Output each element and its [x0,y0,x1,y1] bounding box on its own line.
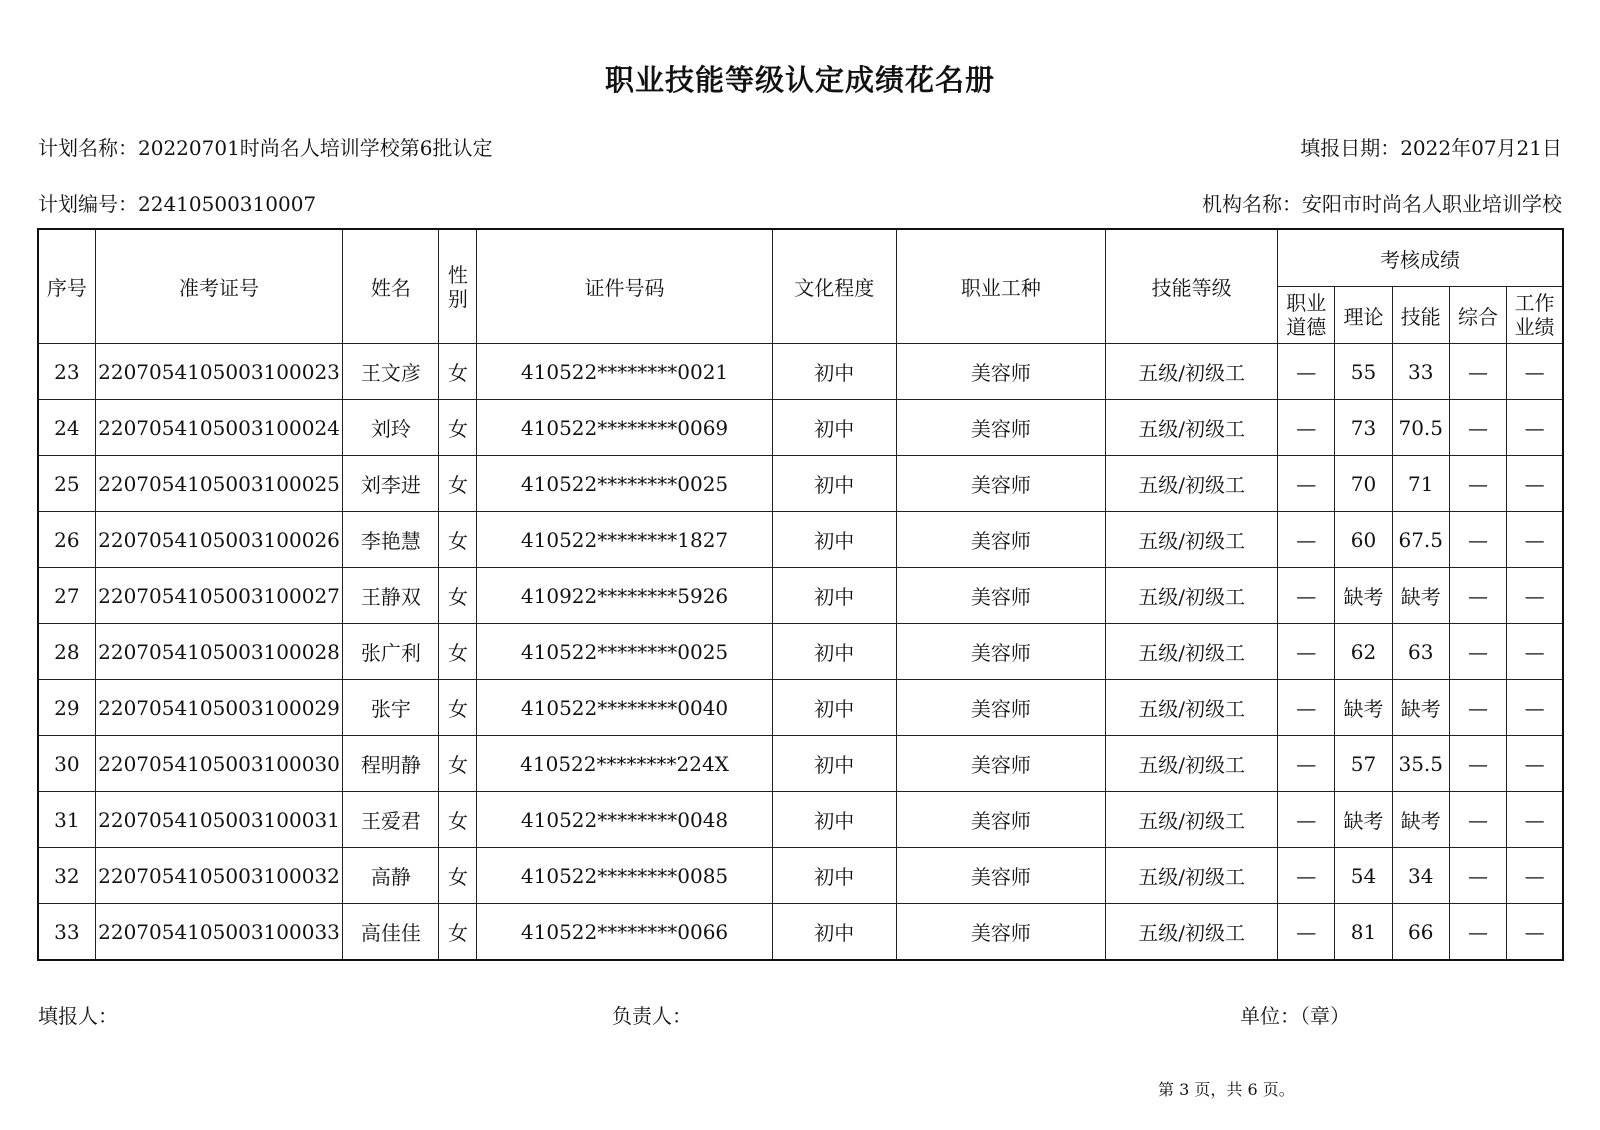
cell-theory: 缺考 [1335,792,1392,848]
cell-ethics: — [1278,400,1335,456]
cell-education: 初中 [772,400,896,456]
cell-gender: 女 [439,736,477,792]
cell-work: — [1507,512,1563,568]
cell-id-number: 410522********1827 [477,512,773,568]
cell-seq: 30 [38,736,95,792]
cell-skill: 缺考 [1392,680,1449,736]
cell-gender: 女 [439,400,477,456]
cell-id-number: 410522********0085 [477,848,773,904]
cell-overall: — [1449,736,1506,792]
header-education: 文化程度 [772,229,896,344]
cell-id-number: 410522********0025 [477,624,773,680]
table-row [38,848,1563,904]
cell-theory: 62 [1335,624,1392,680]
cell-work: — [1507,344,1563,400]
cell-gender: 女 [439,512,477,568]
cell-ethics: — [1278,456,1335,512]
cell-work: — [1507,624,1563,680]
cell-education: 初中 [772,736,896,792]
header-work-performance [1507,287,1563,344]
plan-name-value: 20220701时尚名人培训学校第6批认定 [138,136,493,160]
cell-exam-number: 2207054105003100028 [95,624,343,680]
cell-education: 初中 [772,624,896,680]
cell-skill: 70.5 [1392,400,1449,456]
header-ethics-line1: 职业 [1286,291,1327,315]
cell-overall: — [1449,344,1506,400]
cell-exam-number: 2207054105003100025 [95,456,343,512]
organization-name-value: 安阳市时尚名人职业培训学校 [1302,192,1562,216]
cell-skill-level: 五级/初级工 [1106,400,1278,456]
cell-theory: 55 [1335,344,1392,400]
cell-ethics: — [1278,792,1335,848]
cell-name: 刘玲 [343,400,439,456]
header-skill-level: 技能等级 [1106,229,1278,344]
cell-exam-number: 2207054105003100026 [95,512,343,568]
cell-skill-level: 五级/初级工 [1106,456,1278,512]
header-occupation: 职业工种 [896,229,1106,344]
cell-occupation: 美容师 [896,568,1106,624]
cell-id-number: 410522********0048 [477,792,773,848]
cell-occupation: 美容师 [896,344,1106,400]
cell-id-number: 410522********0021 [477,344,773,400]
cell-occupation: 美容师 [896,736,1106,792]
fill-date-label: 填报日期： [1300,136,1401,160]
cell-work: — [1507,456,1563,512]
table-row [38,680,1563,736]
cell-skill: 67.5 [1392,512,1449,568]
cell-work: — [1507,400,1563,456]
header-row [38,229,1563,287]
cell-name: 张广利 [343,624,439,680]
cell-id-number: 410522********0025 [477,456,773,512]
cell-seq: 26 [38,512,95,568]
cell-skill-level: 五级/初级工 [1106,792,1278,848]
roster-body [38,344,1563,961]
cell-occupation: 美容师 [896,680,1106,736]
cell-gender: 女 [439,904,477,961]
cell-skill: 缺考 [1392,568,1449,624]
cell-name: 李艳慧 [343,512,439,568]
header-assessment-scores: 考核成绩 [1278,229,1563,287]
cell-overall: — [1449,568,1506,624]
header-work-line2: 业绩 [1514,315,1555,339]
cell-skill: 71 [1392,456,1449,512]
cell-seq: 32 [38,848,95,904]
cell-overall: — [1449,904,1506,961]
cell-gender: 女 [439,680,477,736]
cell-overall: — [1449,792,1506,848]
cell-skill-level: 五级/初级工 [1106,680,1278,736]
cell-skill: 34 [1392,848,1449,904]
cell-occupation: 美容师 [896,456,1106,512]
cell-exam-number: 2207054105003100032 [95,848,343,904]
cell-overall: — [1449,456,1506,512]
table-row [38,568,1563,624]
cell-skill-level: 五级/初级工 [1106,904,1278,961]
table-row [38,512,1563,568]
cell-education: 初中 [772,456,896,512]
cell-name: 王文彦 [343,344,439,400]
cell-ethics: — [1278,344,1335,400]
table-row [38,400,1563,456]
cell-theory: 缺考 [1335,680,1392,736]
cell-exam-number: 2207054105003100027 [95,568,343,624]
cell-occupation: 美容师 [896,848,1106,904]
cell-education: 初中 [772,680,896,736]
cell-exam-number: 2207054105003100024 [95,400,343,456]
header-exam-number: 准考证号 [95,229,343,344]
cell-seq: 33 [38,904,95,961]
cell-gender: 女 [439,624,477,680]
cell-seq: 31 [38,792,95,848]
cell-education: 初中 [772,792,896,848]
cell-skill: 66 [1392,904,1449,961]
header-overall: 综合 [1449,287,1506,344]
cell-ethics: — [1278,680,1335,736]
cell-seq: 23 [38,344,95,400]
cell-education: 初中 [772,568,896,624]
cell-id-number: 410922********5926 [477,568,773,624]
cell-ethics: — [1278,904,1335,961]
cell-occupation: 美容师 [896,400,1106,456]
cell-name: 高静 [343,848,439,904]
header-ethics-line2: 道德 [1286,315,1327,339]
cell-overall: — [1449,680,1506,736]
cell-ethics: — [1278,736,1335,792]
cell-work: — [1507,568,1563,624]
cell-skill-level: 五级/初级工 [1106,568,1278,624]
cell-id-number: 410522********0066 [477,904,773,961]
table-row [38,904,1563,961]
header-gender-line1: 性 [447,262,468,287]
table-row [38,792,1563,848]
cell-gender: 女 [439,848,477,904]
cell-skill: 63 [1392,624,1449,680]
cell-work: — [1507,792,1563,848]
fill-date [1300,132,1562,161]
cell-skill-level: 五级/初级工 [1106,624,1278,680]
header-gender [439,229,477,344]
cell-theory: 60 [1335,512,1392,568]
cell-exam-number: 2207054105003100023 [95,344,343,400]
cell-education: 初中 [772,512,896,568]
cell-education: 初中 [772,344,896,400]
cell-name: 王静双 [343,568,439,624]
table-row [38,624,1563,680]
header-id-number: 证件号码 [477,229,773,344]
header-gender-line2: 别 [447,286,468,311]
cell-skill-level: 五级/初级工 [1106,512,1278,568]
cell-overall: — [1449,624,1506,680]
cell-exam-number: 2207054105003100029 [95,680,343,736]
footer-filler: 填报人： [38,1004,118,1028]
plan-name [38,132,493,161]
cell-work: — [1507,736,1563,792]
cell-theory: 81 [1335,904,1392,961]
cell-exam-number: 2207054105003100030 [95,736,343,792]
cell-gender: 女 [439,344,477,400]
cell-occupation: 美容师 [896,792,1106,848]
page-title: 职业技能等级认定成绩花名册 [604,63,995,97]
cell-gender: 女 [439,456,477,512]
cell-overall: — [1449,400,1506,456]
header-work-line1: 工作 [1514,291,1555,315]
cell-name: 张宇 [343,680,439,736]
cell-theory: 70 [1335,456,1392,512]
footer-unit-seal: 单位：（章） [1240,1004,1350,1028]
header-seq: 序号 [38,229,95,344]
cell-overall: — [1449,848,1506,904]
plan-number-label: 计划编号： [38,192,138,216]
organization-name-label: 机构名称： [1202,192,1302,216]
header-theory: 理论 [1335,287,1392,344]
cell-name: 王爱君 [343,792,439,848]
footer-responsible: 负责人： [612,1004,692,1028]
organization-name [1202,188,1562,217]
cell-name: 高佳佳 [343,904,439,961]
cell-id-number: 410522********224X [477,736,773,792]
cell-occupation: 美容师 [896,624,1106,680]
cell-overall: — [1449,512,1506,568]
cell-theory: 缺考 [1335,568,1392,624]
cell-work: — [1507,904,1563,961]
cell-seq: 24 [38,400,95,456]
page-indicator: 第 3 页，共 6 页。 [1158,1080,1295,1099]
cell-seq: 25 [38,456,95,512]
fill-date-value: 2022年07月21日 [1400,136,1562,160]
cell-skill-level: 五级/初级工 [1106,344,1278,400]
cell-ethics: — [1278,624,1335,680]
cell-ethics: — [1278,512,1335,568]
cell-education: 初中 [772,848,896,904]
cell-name: 刘李进 [343,456,439,512]
cell-ethics: — [1278,568,1335,624]
plan-number-value: 22410500310007 [138,192,317,216]
table-row [38,456,1563,512]
cell-seq: 29 [38,680,95,736]
cell-gender: 女 [439,568,477,624]
cell-theory: 73 [1335,400,1392,456]
cell-id-number: 410522********0040 [477,680,773,736]
cell-id-number: 410522********0069 [477,400,773,456]
score-roster-table [37,228,1564,961]
cell-name: 程明静 [343,736,439,792]
cell-work: — [1507,680,1563,736]
cell-exam-number: 2207054105003100031 [95,792,343,848]
cell-skill: 33 [1392,344,1449,400]
cell-gender: 女 [439,792,477,848]
cell-exam-number: 2207054105003100033 [95,904,343,961]
cell-education: 初中 [772,904,896,961]
header-ethics [1278,287,1335,344]
cell-theory: 57 [1335,736,1392,792]
cell-skill-level: 五级/初级工 [1106,848,1278,904]
cell-theory: 54 [1335,848,1392,904]
cell-occupation: 美容师 [896,512,1106,568]
header-name: 姓名 [343,229,439,344]
cell-seq: 27 [38,568,95,624]
cell-skill-level: 五级/初级工 [1106,736,1278,792]
table-row [38,736,1563,792]
plan-number [38,188,316,217]
cell-work: — [1507,848,1563,904]
cell-ethics: — [1278,848,1335,904]
header-skill: 技能 [1392,287,1449,344]
table-row [38,344,1563,400]
plan-name-label: 计划名称： [38,136,138,160]
cell-skill: 35.5 [1392,736,1449,792]
cell-skill: 缺考 [1392,792,1449,848]
cell-seq: 28 [38,624,95,680]
cell-occupation: 美容师 [896,904,1106,961]
